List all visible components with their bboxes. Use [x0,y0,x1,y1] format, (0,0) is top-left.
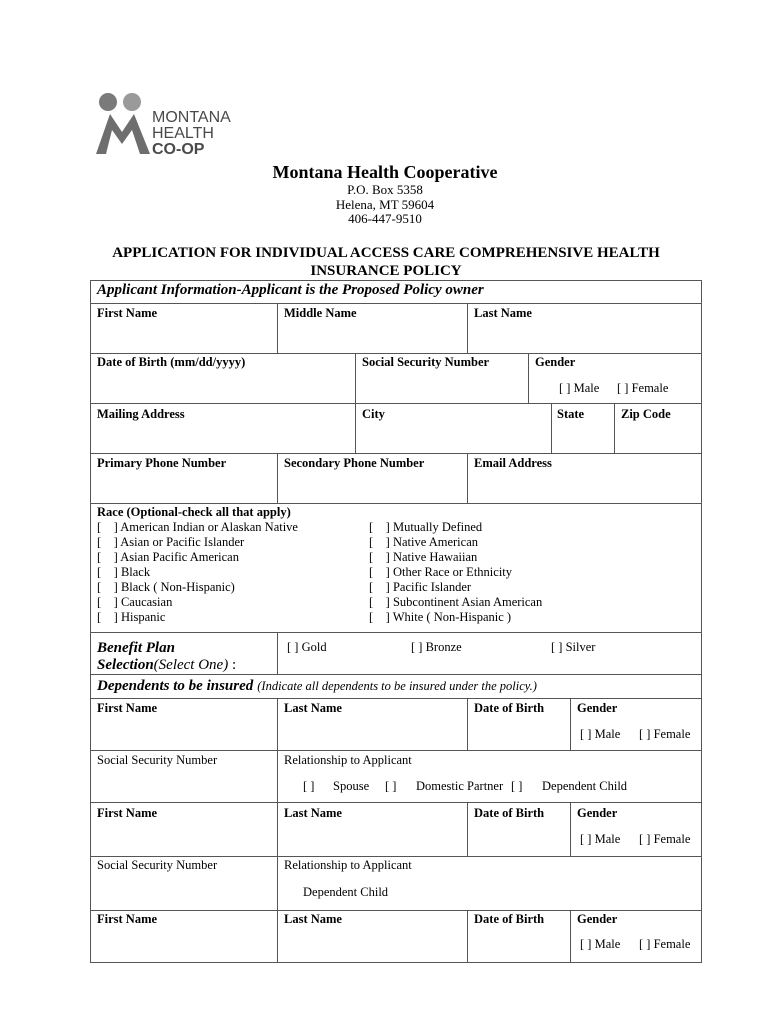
race-option-right-1[interactable] [369,535,542,550]
dep2-last-name-label: Last Name [284,806,342,820]
dep3-female-checkbox[interactable]: [ ] Female [639,937,691,951]
dep1-spouse-box[interactable]: [ ] [303,779,315,793]
primary-phone-label: Primary Phone Number [97,456,227,470]
race-option-left-4[interactable] [97,580,298,595]
race-heading: Race (Optional-check all that apply) [97,505,291,519]
race-option-label: Native Hawaiian [392,550,478,564]
dep1-last-name-label: Last Name [284,701,342,715]
race-option-label: Mutually Defined [392,520,483,534]
race-option-left-6[interactable] [97,610,298,625]
dep1-domestic-partner-label: Domestic Partner [416,779,504,793]
race-checkbox[interactable]: [ ] [369,535,390,549]
last-name-label: Last Name [474,306,532,320]
race-checkbox[interactable]: [ ] [369,580,390,594]
first-name-label: First Name [97,306,158,320]
benefit-plan-select-one: (Select One) [153,657,229,673]
race-checkbox[interactable]: [ ] [369,565,390,579]
dep3-dob-label: Date of Birth [474,912,545,926]
plan-bronze-checkbox[interactable]: [ ] Bronze [411,640,462,654]
org-name: Montana Health Cooperative [272,162,498,182]
dep2-ssn-label: Social Security Number [97,858,218,872]
race-option-label: American Indian or Alaskan Native [120,520,298,534]
race-checkbox[interactable]: [ ] [97,610,118,624]
dep3-gender-label: Gender [577,912,618,926]
dep1-dependent-child-label: Dependent Child [542,779,628,793]
race-option-label: Caucasian [120,595,173,609]
dep3-first-name-label: First Name [97,912,158,926]
race-checkbox[interactable]: [ ] [97,595,118,609]
email-label: Email Address [474,456,552,470]
dep1-ssn-label: Social Security Number [97,753,218,767]
race-option-right-0[interactable] [369,520,542,535]
race-option-label: Other Race or Ethnicity [392,565,513,579]
dep2-dependent-child-label: Dependent Child [303,885,389,899]
dep2-female-checkbox[interactable]: [ ] Female [639,832,691,846]
dep1-first-name-label: First Name [97,701,158,715]
logo-line-3: CO-OP [152,141,205,158]
logo-figures-icon [94,92,154,160]
dep3-last-name-label: Last Name [284,912,342,926]
dep1-gender-label: Gender [577,701,618,715]
race-option-right-3[interactable] [369,565,542,580]
city-label: City [362,407,385,421]
race-option-label: Asian or Pacific Islander [120,535,245,549]
race-option-right-4[interactable] [369,580,542,595]
dep1-relationship-label: Relationship to Applicant [284,753,412,767]
gender-female-checkbox[interactable]: [ ] Female [617,381,669,395]
race-option-right-6[interactable] [369,610,542,625]
ssn-label: Social Security Number [362,355,490,369]
race-option-left-5[interactable] [97,595,298,610]
dep1-spouse-label: Spouse [333,779,370,793]
montana-health-coop-logo [94,92,254,160]
race-checkbox[interactable]: [ ] [97,550,118,564]
race-right-list [369,520,542,625]
race-checkbox[interactable]: [ ] [369,550,390,564]
dep3-male-checkbox[interactable]: [ ] Male [580,937,621,951]
dep1-dependent-child-box[interactable]: [ ] [511,779,523,793]
mailing-address-label: Mailing Address [97,407,185,421]
race-option-left-3[interactable] [97,565,298,580]
race-checkbox[interactable]: [ ] [97,580,118,594]
state-label: State [557,407,585,421]
race-option-left-0[interactable] [97,520,298,535]
middle-name-label: Middle Name [284,306,357,320]
gender-male-checkbox[interactable]: [ ] Male [559,381,600,395]
benefit-plan-selection-word: Selection [97,657,154,673]
form-title: APPLICATION FOR INDIVIDUAL ACCESS CARE COMPREHENSIVE HEALTH INSURANCE POLICY [112,245,660,279]
race-option-label: White ( Non-Hispanic ) [392,610,512,624]
dep2-gender-label: Gender [577,806,618,820]
race-option-left-1[interactable] [97,535,298,550]
dependents-heading [97,677,537,695]
dep1-male-checkbox[interactable]: [ ] Male [580,727,621,741]
race-option-label: Subcontinent Asian American [392,595,543,609]
dependents-note: (Indicate all dependents to be insured under the policy.) [257,679,537,693]
dep1-female-checkbox[interactable]: [ ] Female [639,727,691,741]
gender-label: Gender [535,355,576,369]
benefit-plan-heading-2 [97,657,236,674]
benefit-plan-heading-1: Benefit Plan [97,640,175,656]
zip-label: Zip Code [621,407,671,421]
dob-label: Date of Birth (mm/dd/yyyy) [97,355,246,369]
race-option-label: Hispanic [120,610,166,624]
race-option-label: Asian Pacific American [120,550,239,564]
applicant-section-heading: Applicant Information-Applicant is the Proposed Policy owner [97,282,484,298]
race-option-label: Black ( Non-Hispanic) [120,580,235,594]
plan-gold-checkbox[interactable]: [ ] Gold [287,640,327,654]
org-phone: 406-447-9510 [348,211,422,226]
race-option-label: Native American [392,535,478,549]
org-po-box: P.O. Box 5358 [347,182,423,197]
race-option-right-5[interactable] [369,595,542,610]
benefit-plan-colon: : [228,657,237,673]
race-checkbox[interactable]: [ ] [97,520,118,534]
race-option-label: Pacific Islander [392,580,472,594]
race-option-label: Black [120,565,151,579]
dep2-male-checkbox[interactable]: [ ] Male [580,832,621,846]
race-checkbox[interactable]: [ ] [369,610,390,624]
logo-line-2: HEALTH [152,125,214,142]
dep2-dob-label: Date of Birth [474,806,545,820]
dep2-relationship-label: Relationship to Applicant [284,858,412,872]
logo-line-1: MONTANA [152,109,231,126]
org-city-state: Helena, MT 59604 [335,197,435,212]
race-left-list [97,520,298,625]
race-option-right-2[interactable] [369,550,542,565]
dep1-dob-label: Date of Birth [474,701,545,715]
race-checkbox[interactable]: [ ] [369,595,390,609]
race-option-left-2[interactable] [97,550,298,565]
dep2-first-name-label: First Name [97,806,158,820]
race-checkbox[interactable]: [ ] [97,565,118,579]
secondary-phone-label: Secondary Phone Number [284,456,425,470]
plan-silver-checkbox[interactable]: [ ] Silver [551,640,596,654]
race-checkbox[interactable]: [ ] [369,520,390,534]
dependents-heading-text: Dependents to be insured [97,678,254,694]
race-checkbox[interactable]: [ ] [97,535,118,549]
dep1-domestic-partner-box[interactable]: [ ] [385,779,397,793]
